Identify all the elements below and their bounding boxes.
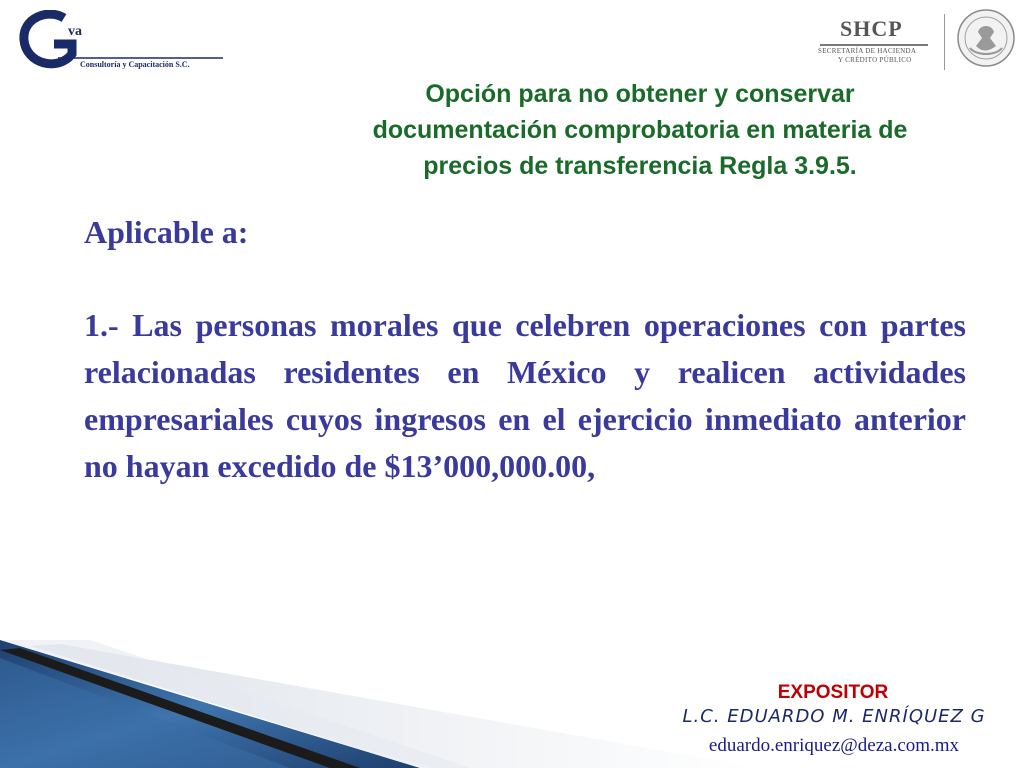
shcp-logo-bar	[820, 44, 928, 46]
shcp-logo-subtitle-2: Y CRÉDITO PÚBLICO	[838, 56, 912, 64]
seal-icon	[956, 8, 1016, 68]
slide-title-line-2: documentación comprobatoria en materia de	[372, 116, 908, 144]
slide-title-line-3: precios de transferencia Regla 3.9.5.	[423, 152, 857, 180]
gva-logo-letters: va	[68, 24, 82, 39]
slide-body-paragraph: 1.- Las personas morales que celebren operaciones con partes relacionadas residentes en México y realicen actividades empresariales cuyos ingresos en el ejercicio inmediato anterior no hayan excedido de $13’000,000.00,	[84, 307, 966, 484]
shcp-logo-subtitle-1: SECRETARÍA DE HACIENDA	[818, 47, 917, 55]
shcp-logo-title: SHCP	[840, 16, 903, 41]
slide-title	[270, 76, 1010, 184]
shcp-logo	[816, 16, 936, 66]
slide-title-line-1: Opción para no obtener y conservar	[425, 80, 855, 108]
gva-logo-caption: Consultoría y Capacitación S.C.	[80, 60, 190, 69]
slide-subtitle: Aplicable a:	[84, 214, 249, 250]
expositor-name: L.C. EDUARDO M. ENRÍQUEZ G	[682, 706, 986, 727]
gva-logo	[18, 10, 228, 72]
expositor-email[interactable]: eduardo.enriquez@deza.com.mx	[708, 735, 960, 756]
logo-divider	[944, 14, 945, 70]
expositor-label: EXPOSITOR	[777, 682, 889, 703]
